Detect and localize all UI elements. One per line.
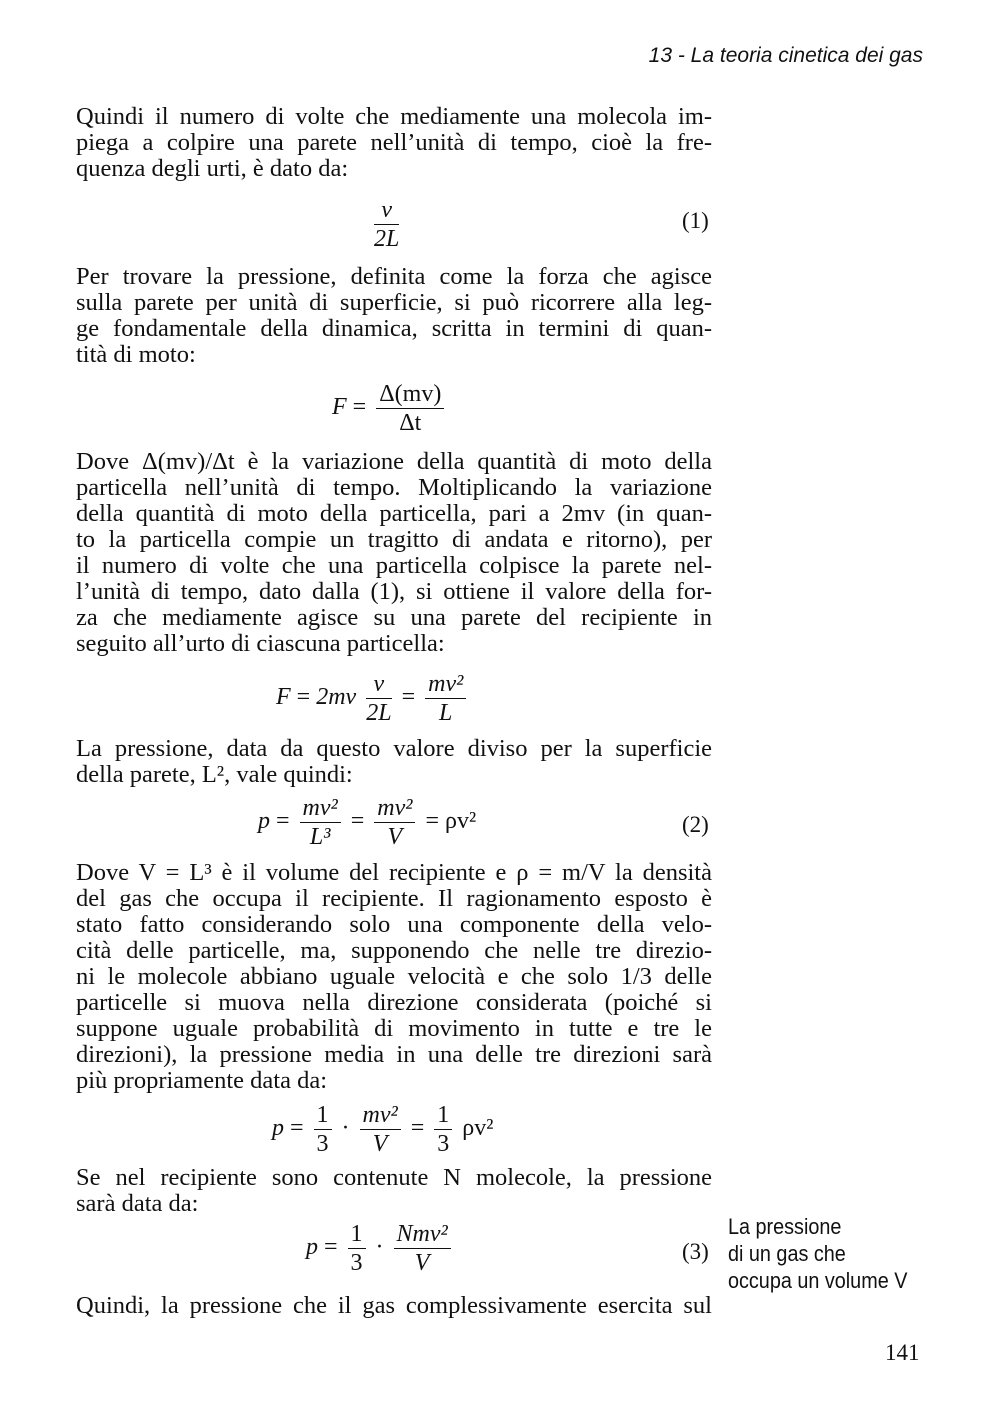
eq3-denominator-1: 3 [350, 1250, 363, 1276]
text-line: tità di moto: [76, 341, 196, 368]
eqP-denominator-2: V [372, 1131, 388, 1157]
equation-3-label: (3) [682, 1239, 709, 1264]
eq3-numerator-2: Nmv² [394, 1220, 451, 1249]
eq3-equals: = [324, 1234, 338, 1261]
text-line: Quindi il numero di volte che mediamente una molecola im- [76, 103, 712, 130]
text-line: to la particella compie un tragitto di andata e ritorno), per [76, 526, 712, 553]
eqP-rhs: ρv² [462, 1115, 494, 1142]
eq3-lhs: p [306, 1234, 318, 1261]
eq2-lhs: p [258, 808, 270, 835]
equation-3 [306, 1220, 455, 1277]
eqP-lhs: p [272, 1115, 284, 1142]
eqF2-lhs: F [276, 684, 291, 711]
eqF-equals: = [352, 394, 367, 421]
text-line: particelle si muova nella direzione considerata (poiché si [76, 989, 712, 1016]
text-line: direzioni), la pressione media in una delle tre direzioni sarà [76, 1041, 712, 1068]
eqP-numerator-1: 1 [314, 1101, 332, 1130]
eqP-equals-1: = [290, 1115, 304, 1142]
eq3-numerator-1: 1 [348, 1220, 366, 1249]
paragraph-2 [76, 264, 712, 368]
page-number: 141 [885, 1340, 920, 1365]
eq1-numerator: v [374, 196, 399, 225]
margin-note [728, 1213, 907, 1294]
equation-1-label: (1) [682, 208, 709, 233]
text-line: La pressione, data da questo valore diviso per la superficie [76, 735, 712, 762]
running-header: 13 - La teoria cinetica dei gas [648, 44, 923, 67]
text-line: quenza degli urti, è dato da: [76, 155, 349, 182]
margin-note-line: La pressione [728, 1214, 842, 1239]
eqF2-denominator-1: 2L [366, 700, 392, 726]
eqF2-equals-2: = [401, 684, 416, 711]
paragraph-1 [76, 104, 712, 182]
text-line: cità delle particelle, ma, supponendo che nelle tre direzio- [76, 937, 712, 964]
eqF2-equals: = [296, 684, 311, 711]
text-line: particella nell’unità di tempo. Moltiplicando la variazione [76, 474, 712, 501]
eqP-dot: · [341, 1115, 350, 1142]
eqP-numerator-2: mv² [360, 1101, 401, 1130]
eq2-rhs: ρv² [445, 808, 477, 835]
equation-2 [258, 794, 476, 851]
eq1-denominator: 2L [374, 226, 400, 252]
text-line: della quantità di moto della particella, pari a 2mv (in quan- [76, 500, 712, 527]
eqP-denominator-3: 3 [437, 1131, 450, 1157]
text-line: Se nel recipiente sono contenute N molecole, la pressione [76, 1164, 712, 1191]
eqF2-numerator-2: mv² [425, 670, 466, 699]
equation-2-label: (2) [682, 812, 709, 837]
text-line: più propriamente data da: [76, 1067, 328, 1094]
text-line: Quindi, la pressione che il gas complessivamente esercita sul [76, 1292, 712, 1319]
text-line: ge fondamentale della dinamica, scritta in termini di quan- [76, 315, 712, 342]
paragraph-6 [76, 1165, 712, 1217]
text-line: ni le molecole abbiano uguale velocità e che solo 1/3 delle [76, 963, 712, 990]
eq2-equals-1: = [276, 808, 290, 835]
eqP-equals-2: = [410, 1115, 425, 1142]
text-line: piega a colpire una parete nell’unità di tempo, cioè la fre- [76, 129, 712, 156]
paragraph-3 [76, 449, 712, 657]
eq3-denominator-2: V [414, 1250, 430, 1276]
equation-1 [370, 196, 403, 253]
text-line: Per trovare la pressione, definita come la forza che agisce [76, 263, 712, 290]
eq2-denominator-1: L³ [309, 824, 331, 850]
text-line: della parete, L², vale quindi: [76, 761, 353, 788]
text-line: l’unità di tempo, dato dalla (1), si ottiene il valore della for- [76, 578, 712, 605]
equation-force-2 [276, 670, 470, 727]
text-line: za che mediamente agisce su una parete del recipiente in [76, 604, 712, 631]
equation-pressure-avg [272, 1101, 493, 1158]
eq2-numerator-1: mv² [300, 794, 341, 823]
eqF-lhs: F [332, 394, 347, 421]
text-line: seguito all’urto di ciascuna particella: [76, 630, 445, 657]
paragraph-5 [76, 860, 712, 1094]
eqF-denominator: Δt [399, 410, 422, 436]
eq2-equals-3: = [425, 808, 440, 835]
margin-note-line: occupa un volume V [728, 1268, 908, 1293]
text-line: sarà data da: [76, 1190, 199, 1217]
text-line: Dove V = L³ è il volume del recipiente e ρ = m/V la densità [76, 859, 712, 886]
eq3-dot: · [375, 1234, 384, 1261]
text-line: il numero di volte che una particella colpisce la parete nel- [76, 552, 712, 579]
eqF2-numerator-1: v [366, 670, 391, 699]
eqP-denominator-1: 3 [316, 1131, 329, 1157]
eq2-denominator-2: V [387, 824, 403, 850]
text-line: sulla parete per unità di superficie, si può ricorrere alla leg- [76, 289, 712, 316]
eqF2-denominator-2: L [439, 700, 453, 726]
eqP-numerator-3: 1 [434, 1101, 452, 1130]
eq2-numerator-2: mv² [374, 794, 415, 823]
text-line: suppone uguale probabilità di movimento in tutte e tre le [76, 1015, 712, 1042]
margin-note-line: di un gas che [728, 1241, 846, 1266]
text-line: Dove Δ(mv)/Δt è la variazione della quantità di moto della [76, 448, 712, 475]
text-line: stato fatto considerando solo una componente della velo- [76, 911, 712, 938]
eq2-equals-2: = [350, 808, 365, 835]
eqF2-coefficient: 2mv [316, 684, 357, 711]
paragraph-4 [76, 736, 712, 788]
equation-force [332, 380, 448, 437]
eqF-numerator: Δ(mv) [376, 380, 444, 409]
text-line: del gas che occupa il recipiente. Il ragionamento esposto è [76, 885, 712, 912]
paragraph-7 [76, 1293, 712, 1319]
